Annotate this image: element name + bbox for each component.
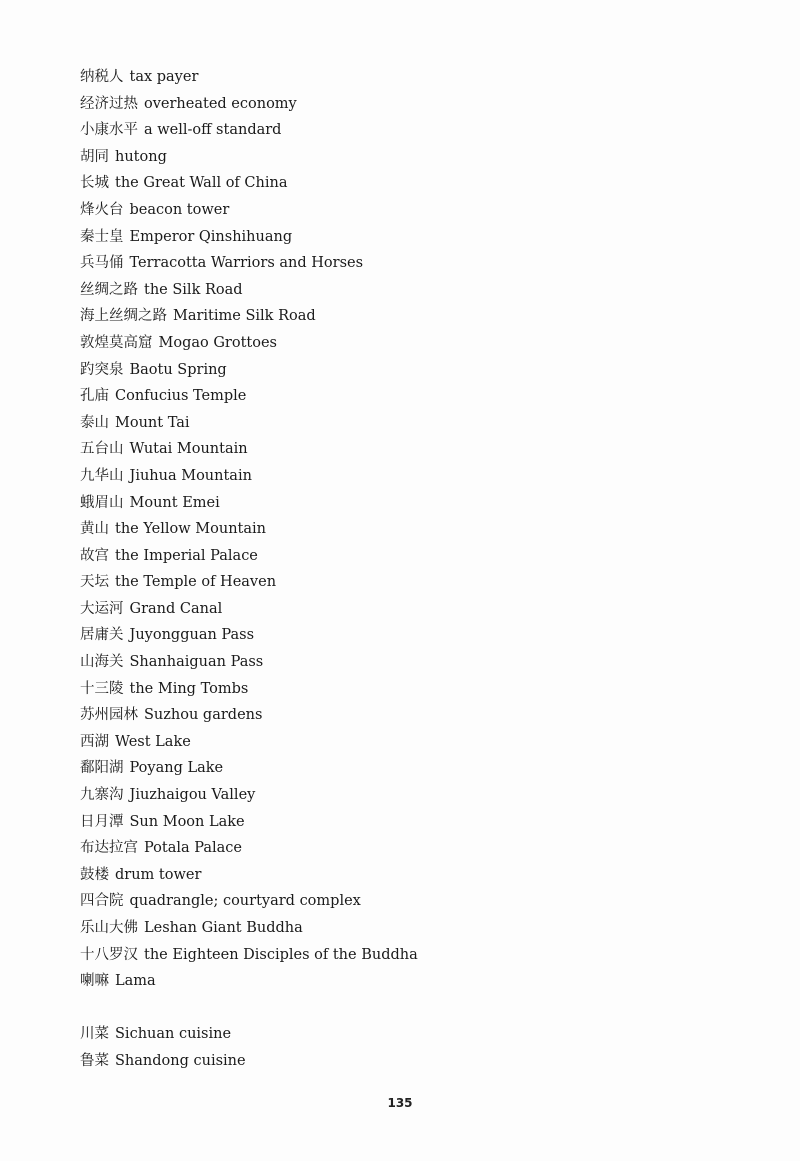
entry-english-term: Potala Palace: [144, 840, 242, 857]
entry-chinese-term: 长城: [80, 175, 109, 192]
entry-chinese-term: 纳税人: [80, 69, 124, 85]
entry-chinese-term: 川菜: [80, 1026, 109, 1043]
entry-chinese-term: 居庸关: [80, 627, 124, 644]
glossary-entry: [80, 968, 720, 995]
entry-english-term: a well-off standard: [144, 122, 282, 139]
glossary-entry: [80, 755, 720, 782]
entry-chinese-term: 烽火台: [80, 201, 124, 218]
entry-chinese-term: 大运河: [80, 600, 124, 617]
glossary-entry: [80, 277, 720, 304]
glossary-entry: [80, 809, 720, 836]
group-spacer: [80, 995, 720, 1022]
glossary-group-landmarks: [80, 64, 720, 995]
entry-chinese-term: 四合院: [80, 893, 124, 910]
glossary-entry: [80, 303, 720, 330]
glossary-entry: [80, 490, 720, 517]
entry-english-term: the Yellow Mountain: [115, 521, 266, 538]
entry-chinese-term: 山海关: [80, 654, 124, 671]
entry-english-term: quadrangle; courtyard complex: [129, 893, 361, 910]
entry-english-term: overheated economy: [144, 95, 297, 112]
entry-english-term: Juyongguan Pass: [129, 627, 255, 644]
entry-chinese-term: 十八罗汉: [80, 946, 138, 963]
entry-english-term: Confucius Temple: [115, 388, 247, 405]
page-number: 135: [387, 1096, 413, 1110]
entry-english-term: Jiuzhaigou Valley: [129, 787, 256, 804]
entry-chinese-term: 海上丝绸之路: [80, 308, 167, 325]
entry-chinese-term: 胡同: [80, 148, 109, 165]
glossary-entry: [80, 649, 720, 676]
entry-english-term: the Great Wall of China: [115, 175, 288, 192]
glossary-entry: [80, 915, 720, 942]
entry-english-term: the Silk Road: [144, 281, 243, 298]
entry-english-term: Sichuan cuisine: [115, 1026, 232, 1043]
glossary-entry: [80, 410, 720, 437]
entry-english-term: Shanhaiguan Pass: [129, 654, 264, 671]
glossary-entry: [80, 250, 720, 277]
glossary-entry: [80, 64, 720, 91]
glossary-list: [80, 64, 720, 1075]
entry-english-term: Jiuhua Mountain: [129, 467, 252, 484]
glossary-entry: [80, 729, 720, 756]
glossary-entry: [80, 596, 720, 623]
glossary-entry: [80, 224, 720, 251]
entry-chinese-term: 兵马俑: [80, 255, 124, 272]
glossary-entry: [80, 330, 720, 357]
entry-chinese-term: 趵突泉: [80, 361, 124, 378]
entry-chinese-term: 黄山: [80, 521, 109, 538]
entry-chinese-term: 九寨沟: [80, 787, 124, 804]
entry-english-term: Sun Moon Lake: [129, 813, 245, 830]
entry-chinese-term: 故宫: [80, 547, 109, 564]
entry-chinese-term: 乐山大佛: [80, 920, 138, 936]
entry-english-term: drum tower: [115, 866, 202, 883]
glossary-entry: [80, 117, 720, 144]
glossary-entry: [80, 357, 720, 384]
glossary-entry: [80, 383, 720, 410]
entry-chinese-term: 鄱阳湖: [80, 760, 124, 777]
entry-chinese-term: 小康水平: [80, 122, 138, 139]
glossary-entry: [80, 622, 720, 649]
entry-english-term: the Temple of Heaven: [115, 574, 277, 591]
entry-chinese-term: 蛾眉山: [80, 494, 124, 511]
entry-english-term: Lama: [115, 973, 156, 990]
glossary-entry: [80, 197, 720, 224]
glossary-entry: [80, 782, 720, 809]
entry-chinese-term: 鲁菜: [80, 1052, 109, 1069]
entry-chinese-term: 十三陵: [80, 680, 124, 697]
entry-english-term: Grand Canal: [129, 600, 223, 617]
entry-chinese-term: 秦士皇: [80, 228, 124, 245]
entry-chinese-term: 丝绸之路: [80, 281, 138, 298]
entry-english-term: beacon tower: [129, 201, 230, 218]
entry-chinese-term: 泰山: [80, 414, 109, 431]
glossary-entry: [80, 1021, 720, 1048]
glossary-entry: [80, 888, 720, 915]
entry-chinese-term: 天坛: [80, 574, 109, 591]
glossary-entry: [80, 1048, 720, 1075]
entry-english-term: Emperor Qinshihuang: [129, 228, 293, 245]
glossary-entry: [80, 543, 720, 570]
glossary-entry: [80, 942, 720, 969]
entry-english-term: the Ming Tombs: [129, 680, 249, 697]
entry-chinese-term: 布达拉宫: [80, 840, 138, 857]
glossary-entry: [80, 676, 720, 703]
entry-chinese-term: 苏州园林: [80, 707, 138, 724]
entry-english-term: Maritime Silk Road: [173, 308, 316, 325]
glossary-group-cuisine: [80, 1021, 720, 1074]
entry-chinese-term: 经济过热: [80, 95, 138, 112]
entry-english-term: tax payer: [129, 69, 199, 85]
entry-chinese-term: 鼓楼: [80, 866, 109, 883]
entry-chinese-term: 九华山: [80, 467, 124, 484]
glossary-entry: [80, 702, 720, 729]
glossary-entry: [80, 436, 720, 463]
entry-english-term: Mount Tai: [115, 414, 190, 431]
entry-english-term: Wutai Mountain: [129, 441, 248, 458]
entry-english-term: the Eighteen Disciples of the Buddha: [144, 946, 418, 963]
glossary-entry: [80, 862, 720, 889]
entry-chinese-term: 敦煌莫高窟: [80, 334, 153, 351]
entry-english-term: Mount Emei: [129, 494, 220, 511]
entry-chinese-term: 五台山: [80, 441, 124, 458]
entry-chinese-term: 喇嘛: [80, 973, 109, 990]
entry-chinese-term: 孔庙: [80, 388, 109, 405]
entry-english-term: Mogao Grottoes: [158, 334, 277, 351]
glossary-entry: [80, 144, 720, 171]
glossary-entry: [80, 463, 720, 490]
entry-english-term: Terracotta Warriors and Horses: [129, 255, 364, 272]
glossary-entry: [80, 516, 720, 543]
entry-chinese-term: 西湖: [80, 733, 109, 750]
entry-english-term: Poyang Lake: [129, 760, 224, 777]
entry-english-term: Leshan Giant Buddha: [144, 920, 303, 936]
entry-chinese-term: 日月潭: [80, 813, 124, 830]
entry-english-term: Baotu Spring: [129, 361, 227, 378]
entry-english-term: Suzhou gardens: [144, 707, 263, 724]
glossary-entry: [80, 569, 720, 596]
glossary-entry: [80, 835, 720, 862]
entry-english-term: West Lake: [115, 733, 191, 750]
entry-english-term: the Imperial Palace: [115, 547, 258, 564]
glossary-entry: [80, 170, 720, 197]
entry-english-term: hutong: [115, 148, 167, 165]
entry-english-term: Shandong cuisine: [115, 1052, 246, 1069]
glossary-entry: [80, 91, 720, 118]
